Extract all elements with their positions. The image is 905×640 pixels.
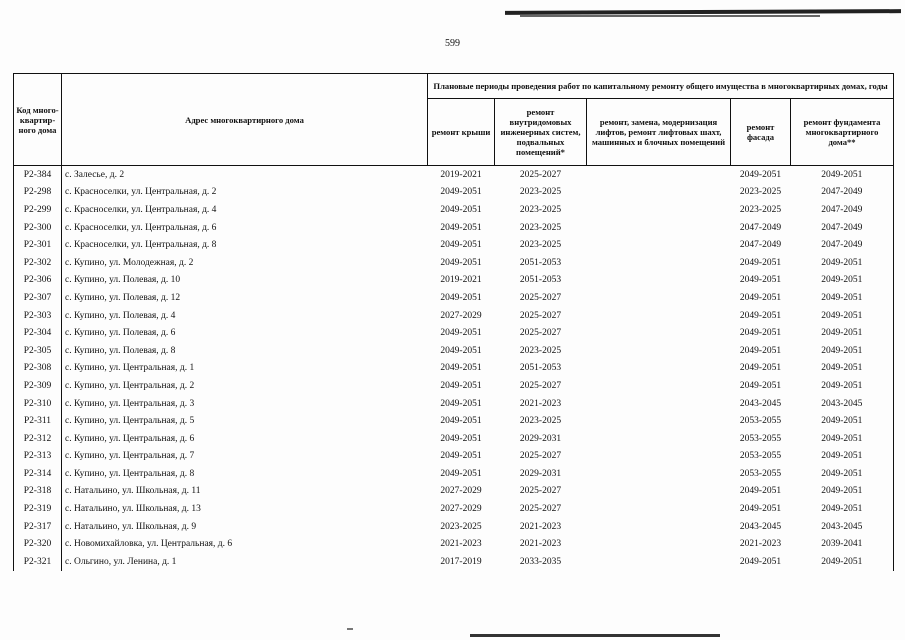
- cell-facade: 2049-2051: [739, 345, 782, 356]
- header-code: Код много-квартир-ного дома: [14, 74, 62, 166]
- table-row: [14, 254, 894, 272]
- cell-roof: 2049-2051: [440, 204, 482, 215]
- cell-facade: 2049-2051: [739, 363, 782, 374]
- table-row: [14, 377, 894, 395]
- cell-elevators: [587, 166, 731, 184]
- cell-roof: 2049-2051: [440, 416, 482, 427]
- table-row: [14, 430, 894, 448]
- cell-code: Р2-307: [14, 289, 62, 307]
- table-row: [14, 324, 894, 342]
- cell-systems: 2025-2027: [519, 486, 562, 497]
- cell-address: с. Купино, ул. Полевая, д. 8: [62, 342, 428, 360]
- table-row: [14, 448, 894, 466]
- cell-systems: 2033-2035: [519, 556, 562, 567]
- cell-code: Р2-384: [14, 166, 62, 184]
- cell-roof: 2049-2051: [440, 398, 482, 409]
- cell-foundation: 2049-2051: [791, 324, 894, 342]
- cell-roof: 2049-2051: [440, 292, 482, 303]
- cell-facade: 2049-2051: [739, 275, 782, 286]
- cell-facade: 2049-2051: [739, 328, 782, 339]
- cell-foundation: 2043-2045: [791, 395, 894, 413]
- cell-code: Р2-312: [14, 430, 62, 448]
- cell-roof: 2049-2051: [440, 187, 482, 198]
- capital-repair-schedule-table: [13, 73, 894, 571]
- cell-foundation: 2049-2051: [791, 377, 894, 395]
- cell-code: Р2-301: [14, 236, 62, 254]
- cell-systems: 2051-2053: [519, 257, 562, 268]
- cell-roof: 2049-2051: [440, 257, 482, 268]
- scan-artifact-top-thin: [520, 15, 820, 17]
- cell-foundation: 2049-2051: [791, 412, 894, 430]
- cell-systems: 2025-2027: [519, 169, 562, 180]
- page-number: 599: [445, 38, 460, 49]
- cell-elevators: [587, 219, 731, 237]
- cell-foundation: 2049-2051: [791, 553, 894, 571]
- cell-roof: 2049-2051: [440, 433, 482, 444]
- cell-foundation: 2047-2049: [791, 219, 894, 237]
- cell-elevators: [587, 448, 731, 466]
- cell-systems: 2051-2053: [519, 275, 562, 286]
- cell-foundation: 2039-2041: [791, 535, 894, 553]
- cell-address: с. Ольгино, ул. Ленина, д. 1: [62, 553, 428, 571]
- cell-address: с. Купино, ул. Центральная, д. 6: [62, 430, 428, 448]
- cell-systems: 2023-2025: [519, 240, 562, 251]
- cell-address: с. Купино, ул. Полевая, д. 6: [62, 324, 428, 342]
- cell-facade: 2023-2025: [739, 187, 782, 198]
- cell-address: с. Натальино, ул. Школьная, д. 13: [62, 500, 428, 518]
- cell-code: Р2-320: [14, 535, 62, 553]
- table-row: [14, 219, 894, 237]
- cell-systems: 2025-2027: [519, 292, 562, 303]
- cell-elevators: [587, 289, 731, 307]
- table-row: [14, 184, 894, 202]
- cell-systems: 2025-2027: [519, 310, 562, 321]
- cell-systems: 2025-2027: [519, 380, 562, 391]
- cell-roof: 2019-2021: [440, 275, 482, 286]
- cell-roof: 2049-2051: [440, 345, 482, 356]
- cell-code: Р2-298: [14, 184, 62, 202]
- cell-foundation: 2049-2051: [791, 289, 894, 307]
- cell-foundation: 2047-2049: [791, 184, 894, 202]
- cell-systems: 2025-2027: [519, 451, 562, 462]
- cell-foundation: 2049-2051: [791, 307, 894, 325]
- cell-facade: 2053-2055: [739, 433, 782, 444]
- cell-systems: 2021-2023: [519, 398, 562, 409]
- cell-elevators: [587, 535, 731, 553]
- cell-address: с. Натальино, ул. Школьная, д. 9: [62, 518, 428, 536]
- cell-systems: 2029-2031: [519, 468, 562, 479]
- cell-roof: 2017-2019: [440, 556, 482, 567]
- cell-roof: 2049-2051: [440, 380, 482, 391]
- cell-foundation: 2049-2051: [791, 483, 894, 501]
- cell-systems: 2023-2025: [519, 187, 562, 198]
- cell-code: Р2-310: [14, 395, 62, 413]
- cell-code: Р2-299: [14, 201, 62, 219]
- cell-address: с. Купино, ул. Центральная, д. 7: [62, 448, 428, 466]
- cell-code: Р2-318: [14, 483, 62, 501]
- cell-foundation: 2049-2051: [791, 430, 894, 448]
- cell-elevators: [587, 360, 731, 378]
- cell-elevators: [587, 430, 731, 448]
- cell-elevators: [587, 553, 731, 571]
- cell-foundation: 2049-2051: [791, 500, 894, 518]
- cell-facade: 2047-2049: [739, 240, 782, 251]
- cell-address: с. Купино, ул. Центральная, д. 2: [62, 377, 428, 395]
- table-row: [14, 342, 894, 360]
- cell-code: Р2-317: [14, 518, 62, 536]
- cell-elevators: [587, 377, 731, 395]
- cell-foundation: 2043-2045: [791, 518, 894, 536]
- cell-code: Р2-300: [14, 219, 62, 237]
- header-address: Адрес многоквартирного дома: [62, 74, 428, 166]
- cell-facade: 2043-2045: [739, 521, 782, 532]
- cell-code: Р2-311: [14, 412, 62, 430]
- cell-roof: 2049-2051: [440, 222, 482, 233]
- cell-elevators: [587, 518, 731, 536]
- cell-elevators: [587, 324, 731, 342]
- table-row: [14, 166, 894, 184]
- cell-code: Р2-321: [14, 553, 62, 571]
- cell-roof: 2027-2029: [440, 486, 482, 497]
- header-planned-periods: Плановые периоды проведения работ по капитальному ремонту общего имущества в многоквартирных домах, годы: [428, 74, 894, 99]
- cell-address: с. Красноселки, ул. Центральная, д. 8: [62, 236, 428, 254]
- table-row: [14, 201, 894, 219]
- scan-artifact-top: [505, 9, 901, 15]
- cell-code: Р2-305: [14, 342, 62, 360]
- cell-foundation: 2049-2051: [791, 254, 894, 272]
- cell-code: Р2-314: [14, 465, 62, 483]
- cell-systems: 2023-2025: [519, 204, 562, 215]
- cell-address: с. Купино, ул. Полевая, д. 10: [62, 272, 428, 290]
- cell-address: с. Купино, ул. Центральная, д. 3: [62, 395, 428, 413]
- cell-foundation: 2049-2051: [791, 342, 894, 360]
- cell-code: Р2-313: [14, 448, 62, 466]
- cell-code: Р2-303: [14, 307, 62, 325]
- cell-roof: 2023-2025: [440, 521, 482, 532]
- cell-systems: 2021-2023: [519, 521, 562, 532]
- cell-foundation: 2049-2051: [791, 448, 894, 466]
- cell-address: с. Красноселки, ул. Центральная, д. 2: [62, 184, 428, 202]
- cell-elevators: [587, 307, 731, 325]
- cell-foundation: 2047-2049: [791, 201, 894, 219]
- cell-foundation: 2049-2051: [791, 272, 894, 290]
- cell-facade: 2053-2055: [739, 416, 782, 427]
- cell-facade: 2053-2055: [739, 468, 782, 479]
- table-row: [14, 236, 894, 254]
- cell-systems: 2029-2031: [519, 433, 562, 444]
- cell-systems: 2023-2025: [519, 345, 562, 356]
- cell-facade: 2049-2051: [739, 486, 782, 497]
- cell-address: с. Новомихайловка, ул. Центральная, д. 6: [62, 535, 428, 553]
- cell-roof: 2027-2029: [440, 310, 482, 321]
- header-elevators: ремонт, замена, модернизация лифтов, ремонт лифтовых шахт, машинных и блочных помещений: [587, 99, 731, 166]
- cell-roof: 2049-2051: [440, 451, 482, 462]
- table-row: [14, 483, 894, 501]
- cell-address: с. Купино, ул. Молодежная, д. 2: [62, 254, 428, 272]
- cell-systems: 2021-2023: [519, 539, 562, 550]
- cell-systems: 2023-2025: [519, 416, 562, 427]
- table-row: [14, 289, 894, 307]
- cell-facade: 2049-2051: [739, 556, 782, 567]
- header-roof: ремонт крыши: [428, 99, 495, 166]
- table-row: [14, 307, 894, 325]
- cell-roof: 2027-2029: [440, 504, 482, 515]
- cell-code: Р2-309: [14, 377, 62, 395]
- cell-elevators: [587, 272, 731, 290]
- cell-elevators: [587, 236, 731, 254]
- cell-systems: 2025-2027: [519, 504, 562, 515]
- cell-facade: 2053-2055: [739, 451, 782, 462]
- header-facade: ремонт фасада: [731, 99, 791, 166]
- cell-elevators: [587, 254, 731, 272]
- cell-foundation: 2047-2049: [791, 236, 894, 254]
- table-row: [14, 360, 894, 378]
- scan-artifact-bottom: [470, 634, 720, 637]
- cell-elevators: [587, 395, 731, 413]
- table-row: [14, 500, 894, 518]
- table-row: [14, 395, 894, 413]
- table-row: [14, 518, 894, 536]
- cell-roof: 2049-2051: [440, 240, 482, 251]
- cell-address: с. Купино, ул. Центральная, д. 8: [62, 465, 428, 483]
- cell-elevators: [587, 465, 731, 483]
- cell-facade: 2049-2051: [739, 310, 782, 321]
- cell-address: с. Натальино, ул. Школьная, д. 11: [62, 483, 428, 501]
- cell-facade: 2021-2023: [739, 539, 782, 550]
- cell-facade: 2049-2051: [739, 292, 782, 303]
- cell-facade: 2043-2045: [739, 398, 782, 409]
- table-header: [14, 74, 894, 166]
- cell-foundation: 2049-2051: [791, 360, 894, 378]
- cell-roof: 2049-2051: [440, 328, 482, 339]
- cell-elevators: [587, 342, 731, 360]
- table-row: [14, 412, 894, 430]
- cell-facade: 2049-2051: [739, 169, 782, 180]
- table-row: [14, 465, 894, 483]
- cell-code: Р2-306: [14, 272, 62, 290]
- cell-roof: 2021-2023: [440, 539, 482, 550]
- cell-code: Р2-308: [14, 360, 62, 378]
- cell-elevators: [587, 500, 731, 518]
- cell-elevators: [587, 201, 731, 219]
- cell-foundation: 2049-2051: [791, 166, 894, 184]
- scan-artifact-dot: [347, 628, 353, 630]
- cell-code: Р2-302: [14, 254, 62, 272]
- cell-facade: 2049-2051: [739, 504, 782, 515]
- cell-address: с. Залесье, д. 2: [62, 166, 428, 184]
- cell-facade: 2049-2051: [739, 257, 782, 268]
- cell-address: с. Купино, ул. Полевая, д. 12: [62, 289, 428, 307]
- cell-address: с. Купино, ул. Центральная, д. 1: [62, 360, 428, 378]
- cell-roof: 2019-2021: [440, 169, 482, 180]
- table-body: [14, 166, 894, 571]
- header-foundation: ремонт фундамента многоквартирного дома**: [791, 99, 894, 166]
- table-row: [14, 553, 894, 571]
- cell-facade: 2023-2025: [739, 204, 782, 215]
- cell-address: с. Купино, ул. Центральная, д. 5: [62, 412, 428, 430]
- cell-foundation: 2049-2051: [791, 465, 894, 483]
- table-row: [14, 272, 894, 290]
- cell-elevators: [587, 483, 731, 501]
- cell-roof: 2049-2051: [440, 468, 482, 479]
- cell-facade: 2047-2049: [739, 222, 782, 233]
- cell-facade: 2049-2051: [739, 380, 782, 391]
- cell-systems: 2025-2027: [519, 328, 562, 339]
- cell-roof: 2049-2051: [440, 363, 482, 374]
- cell-code: Р2-304: [14, 324, 62, 342]
- cell-address: с. Красноселки, ул. Центральная, д. 4: [62, 201, 428, 219]
- cell-elevators: [587, 412, 731, 430]
- cell-elevators: [587, 184, 731, 202]
- cell-systems: 2051-2053: [519, 363, 562, 374]
- cell-address: с. Красноселки, ул. Центральная, д. 6: [62, 219, 428, 237]
- cell-systems: 2023-2025: [519, 222, 562, 233]
- cell-address: с. Купино, ул. Полевая, д. 4: [62, 307, 428, 325]
- cell-code: Р2-319: [14, 500, 62, 518]
- header-systems: ремонт внутридомовых инженерных систем, подвальных помещений*: [495, 99, 587, 166]
- table-row: [14, 535, 894, 553]
